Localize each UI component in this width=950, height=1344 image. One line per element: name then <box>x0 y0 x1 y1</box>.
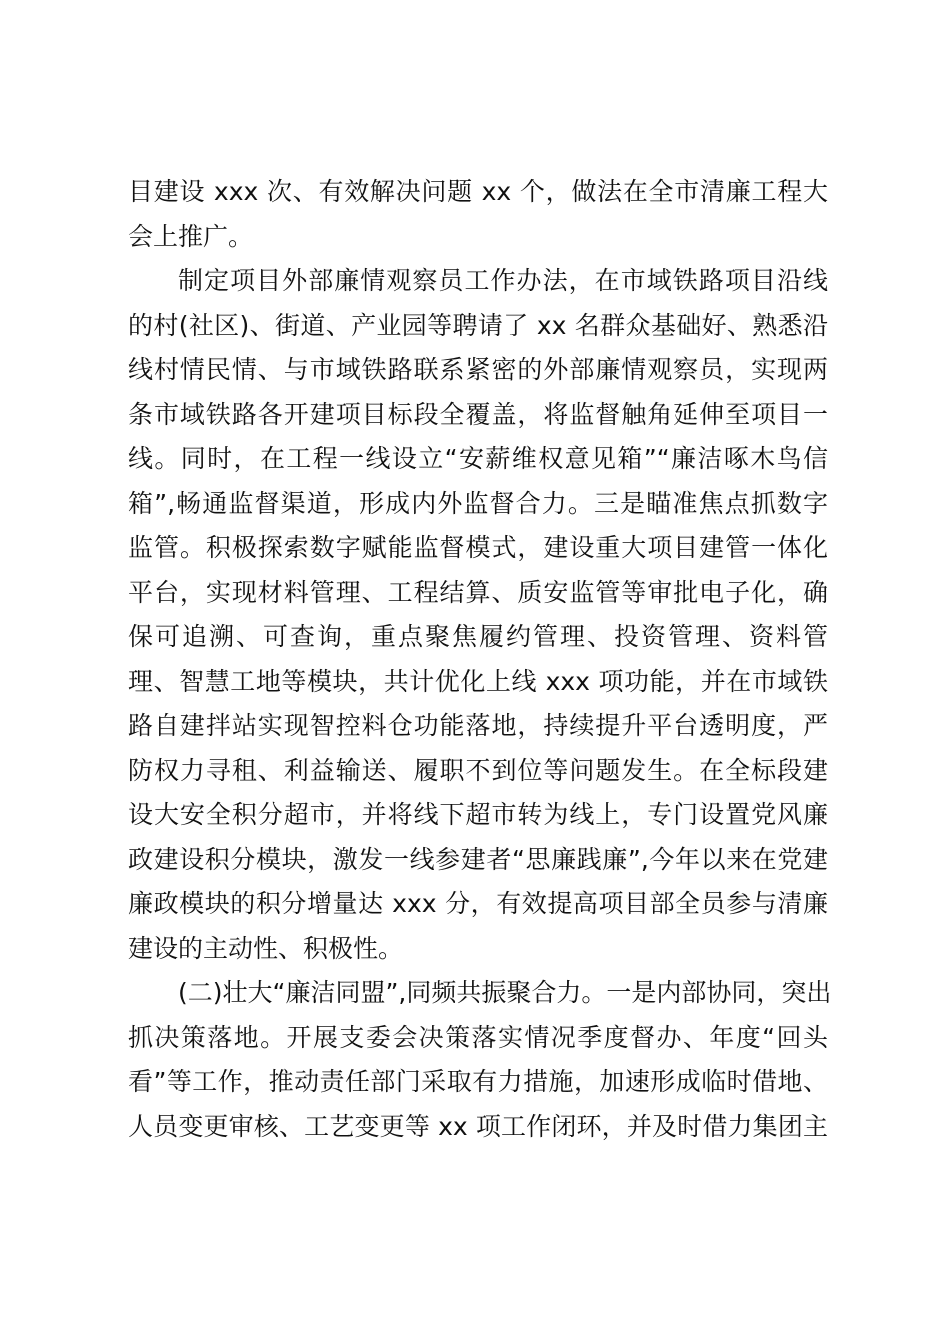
text-line: (二)壮大“廉洁同盟”,同频共振聚合力。一是内部协同，突出 <box>178 978 832 1007</box>
body-text <box>128 170 832 1149</box>
text-line: 制定项目外部廉情观察员工作办法，在市域铁路项目沿线 <box>178 266 828 295</box>
text-line: 政建设积分模块，激发一线参建者“思廉践廉”,今年以来在党建 <box>128 844 828 874</box>
text-line: 目建设 xxx 次、有效解决问题 xx 个，做法在全市清廉工程大 <box>128 177 828 206</box>
text-line: 会上推广。 <box>128 221 254 251</box>
text-line: 箱”,畅通监督渠道，形成内外监督合力。三是瞄准焦点抓数字 <box>128 488 828 518</box>
text-line: 条市域铁路各开建项目标段全覆盖，将监督触角延伸至项目一 <box>128 399 828 429</box>
text-line: 防权力寻租、利益输送、履职不到位等问题发生。在全标段建 <box>128 755 828 785</box>
text-line: 线村情民情、与市域铁路联系紧密的外部廉情观察员，实现两 <box>128 355 828 384</box>
text-line: 的村(社区)、街道、产业园等聘请了 xx 名群众基础好、熟悉沿 <box>128 310 828 340</box>
text-line: 建设的主动性、积极性。 <box>128 933 404 963</box>
text-line: 路自建拌站实现智控料仓功能落地，持续提升平台透明度，严 <box>128 711 828 740</box>
text-line: 人员变更审核、工艺变更等 xx 项工作闭环，并及时借力集团主 <box>128 1111 828 1141</box>
text-line: 平台，实现材料管理、工程结算、质安监管等审批电子化，确 <box>128 577 828 607</box>
text-line: 监管。积极探索数字赋能监督模式，建设重大项目建管一体化 <box>128 533 828 562</box>
text-line: 廉政模块的积分增量达 xxx 分，有效提高项目部全员参与清廉 <box>128 889 828 918</box>
text-line: 理、智慧工地等模块，共计优化上线 xxx 项功能，并在市域铁 <box>128 666 828 696</box>
text-line: 看”等工作，推动责任部门采取有力措施，加速形成临时借地、 <box>128 1067 828 1096</box>
text-line: 保可追溯、可查询，重点聚焦履约管理、投资管理、资料管 <box>128 622 828 651</box>
text-line: 设大安全积分超市，并将线下超市转为线上，专门设置党风廉 <box>128 800 828 829</box>
text-line: 抓决策落地。开展支委会决策落实情况季度督办、年度“回头 <box>128 1022 828 1052</box>
text-line: 线。同时，在工程一线设立“安薪维权意见箱”“廉洁啄木鸟信 <box>128 444 828 473</box>
